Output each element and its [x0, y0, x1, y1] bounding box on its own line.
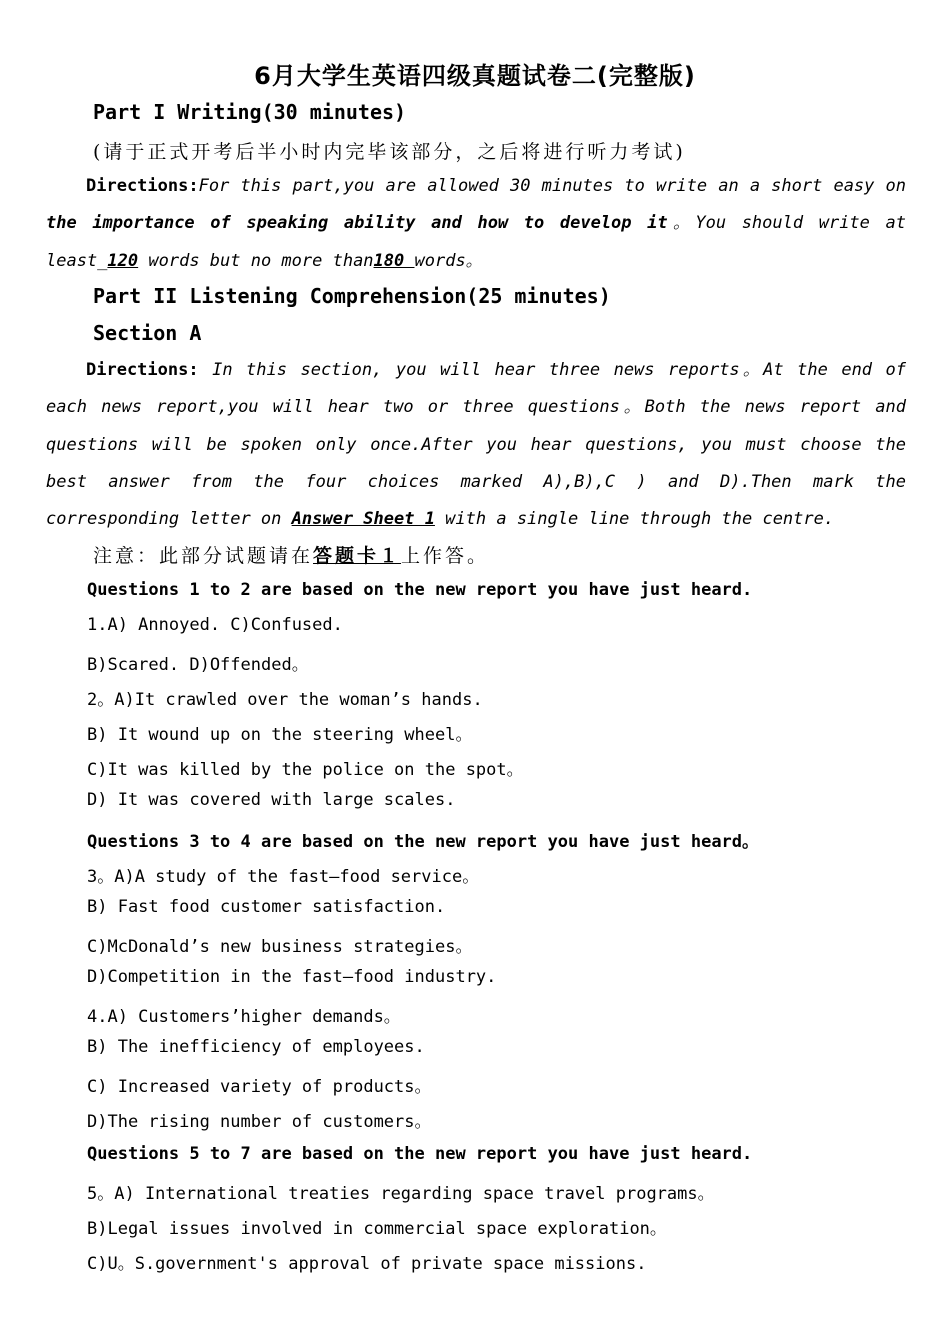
question-option: D)The rising number of customers。 — [87, 1112, 432, 1132]
question-option: C)It was killed by the police on the spot。 — [87, 760, 524, 780]
question-group-header: Questions 3 to 4 are based on the new report you have just heard。 — [87, 832, 760, 852]
directions-text: 。You should write at least_ — [46, 213, 906, 271]
question-option: 5。A) International treaties regarding space travel programs。 — [87, 1184, 715, 1204]
min-words: 120 — [107, 250, 139, 271]
question-option: 4.A) Customers’higher demands。 — [87, 1007, 401, 1027]
question-group-header: Questions 1 to 2 are based on the new report you have just heard. — [87, 580, 753, 600]
question-option: C)McDonald’s new business strategies。 — [87, 937, 473, 957]
question-option: B)Legal issues involved in commercial space exploration。 — [87, 1219, 667, 1239]
question-option: 3。A)A study of the fast—food service。 — [87, 867, 480, 887]
question-option: C)U。S.government's approval of private space missions. — [87, 1254, 647, 1274]
part2-heading: Part II Listening Comprehension(25 minutes) — [93, 284, 611, 308]
question-option: D)Competition in the fast—food industry. — [87, 967, 497, 987]
directions-text: words。 — [414, 250, 483, 271]
directions-text: For this part,you are allowed 30 minutes to write an a short easy on — [198, 176, 906, 196]
max-words: 180 — [373, 250, 415, 271]
question-option: B) It wound up on the steering wheel。 — [87, 725, 473, 745]
question-option: C) Increased variety of products。 — [87, 1077, 432, 1097]
question-group-header: Questions 5 to 7 are based on the new report you have just heard. — [87, 1144, 753, 1164]
directions-label: Directions: — [86, 176, 199, 196]
document-title: 6月大学生英语四级真题试卷二(完整版) — [254, 62, 696, 90]
question-option: B)Scared. D)Offended。 — [87, 655, 309, 675]
note-suffix: 上作答。 — [401, 545, 490, 567]
answer-sheet-label: Answer Sheet 1 — [291, 509, 435, 530]
note-prefix: 注意：此部分试题请在 — [93, 545, 314, 567]
essay-topic: the importance of speaking ability and how to develop it — [46, 213, 668, 234]
section-a-heading: Section A — [93, 321, 202, 345]
part1-heading: Part I Writing(30 minutes) — [93, 100, 407, 124]
part1-note: (请于正式开考后半小时内完毕该部分，之后将进行听力考试) — [93, 141, 686, 163]
directions-label: Directions: — [86, 360, 199, 380]
part2-note — [93, 541, 489, 568]
directions-text: In this section, you will hear three news reports。At the end of each news report,you will hear two or three questions。Both the news report and questions will be spoken only once.After you hear questions, you must choose the best answer from the four choices marked A),B),C ) and D).Then mark the corresponding letter on — [46, 360, 906, 530]
question-option: 2。A)It crawled over the woman’s hands. — [87, 690, 483, 710]
answer-card-label: 答题卡１ — [313, 545, 402, 567]
question-option: B) Fast food customer satisfaction. — [87, 897, 446, 917]
part2-directions — [46, 352, 906, 538]
directions-text: with a single line through the centre. — [434, 509, 835, 530]
question-option: D) It was covered with large scales. — [87, 790, 456, 810]
directions-text: words but no more than — [138, 250, 374, 271]
question-option: B) The inefficiency of employees. — [87, 1037, 425, 1057]
part1-directions — [46, 168, 906, 280]
question-option: 1.A) Annoyed. C)Confused. — [87, 615, 343, 635]
